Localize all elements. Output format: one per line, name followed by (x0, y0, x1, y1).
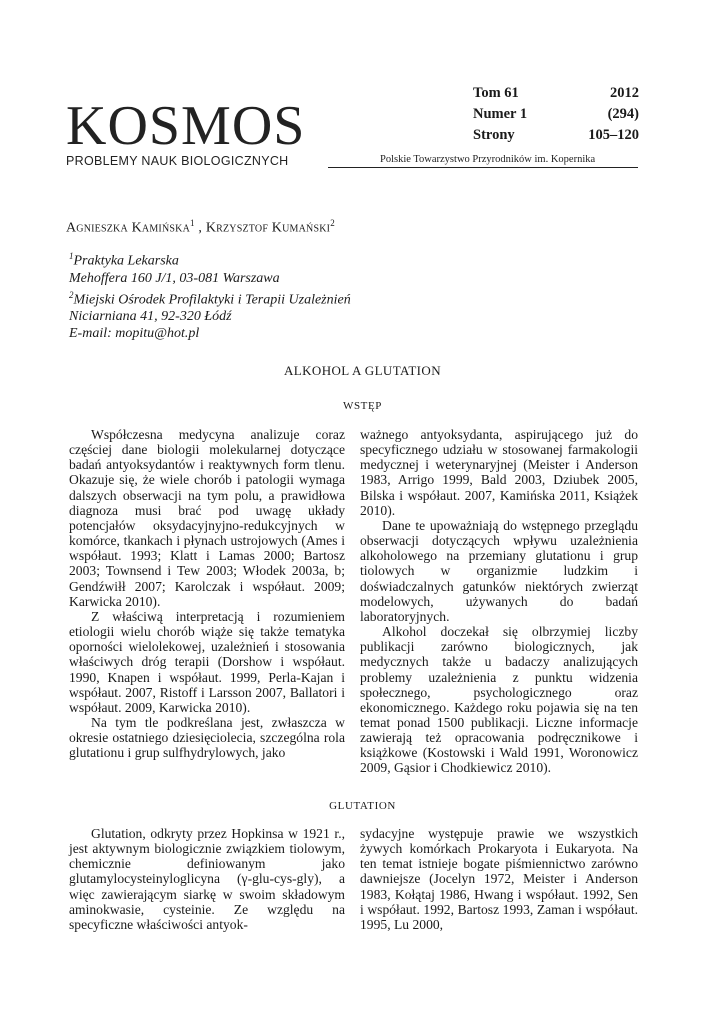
society-name: Polskie Towarzystwo Przyrodników im. Kopernika (380, 154, 596, 165)
paragraph: ważnego antyoksydanta, aspirującego już do specyficznego udziału w stosowanej farmakologii medycznej i weterynaryjnej (Meister i Anderson 1983, Arrigo 1999, Bald 2003, Dziubek 2005, Bilska i współaut. 2007, Kamińska 2011, Książek 2010). (360, 427, 638, 518)
meta-value: 2012 (610, 85, 639, 101)
paragraph: Alkohol doczekał się olbrzymiej liczby publikacji zarówno biologicznych, jak medycznych także u badaczy analizujących problemy uzależnienia z punktu widzenia społecznego, psychologicznego oraz ekonomicznego. Każdego roku pojawia się na ten temat ponad 1500 publikacji. Liczne informacje zawierają też opracowania podręcznikowe i książkowe (Kostowski i Wald 1991, Woronowicz 2009, Gąsior i Chodkiewicz 2010). (360, 624, 638, 776)
journal-logo: KOSMOS (66, 95, 306, 157)
meta-value: 105–120 (588, 127, 639, 143)
affiliation-line: Mehoffera 160 J/1, 03-081 Warszawa (69, 270, 280, 286)
author-1-sup: 1 (190, 218, 195, 228)
paragraph: Glutation, odkryty przez Hopkinsa w 1921 r., jest aktywnym biologicznie związkiem tiolowym, chemicznie definiowanym jako glutamylocysteinyloglicyna (γ-glu-cys-gly), a więc zawierającym siarkę w swoim składowym aminokwasie, cysteinie. Ze względu na specyficzne właściwości antyok- (69, 826, 345, 932)
affiliation-sup: 2 (69, 289, 74, 300)
meta-volume (473, 83, 639, 104)
author-1: Agnieszka Kamińska (66, 220, 190, 236)
meta-label: Numer 1 (473, 106, 528, 122)
affiliations (69, 248, 351, 342)
column-right-glutation (360, 826, 638, 932)
meta-value: (294) (607, 106, 639, 122)
meta-number (473, 104, 639, 125)
affiliation-line (69, 248, 351, 270)
affiliation-line (69, 287, 351, 309)
author-separator: , (194, 220, 206, 236)
meta-pages (473, 125, 639, 146)
affiliation-line: Niciarniana 41, 92-320 Łódź (69, 309, 232, 325)
paragraph: sydacyjne występuje prawie we wszystkich żywych komórkach Prokaryota i Eukaryota. Na ten temat istnieje bogate piśmiennictwo zarówno dawniejsze (Jocelyn 1972, Meister i Anderson 1983, Kołątaj 1986, Hwang i współaut. 1992, Sen i współaut. 1992, Bartosz 1993, Zaman i współaut. 1995, Lu 2000, (360, 826, 638, 932)
paragraph: Na tym tle podkreślana jest, zwłaszcza w okresie ostatniego dziesięciolecia, szczególna rola glutationu i grup sulfhydrylowych, jako (69, 714, 345, 761)
affiliation-text: Miejski Ośrodek Profilaktyki i Terapii Uzależnień (73, 292, 351, 308)
issue-meta (473, 83, 639, 146)
section-heading-glutation: GLUTATION (329, 800, 396, 812)
affiliation-sup: 1 (69, 251, 74, 261)
column-left-glutation (69, 826, 345, 932)
meta-label: Strony (473, 127, 515, 143)
author-line (66, 218, 335, 237)
section-heading-intro: WSTĘP (342, 400, 383, 412)
meta-label: Tom 61 (473, 85, 519, 101)
paragraph: Dane te upoważniają do wstępnego przeglądu obserwacji dotyczących wpływu uzależnienia alkoholowego na przemiany glutationu i grup tiolowych w organizmie ludzkim i doświadczalnych gatunków niektórych zwierząt modelowych, używanych do badań laboratoryjnych. (360, 517, 638, 624)
article-title: ALKOHOL A GLUTATION (283, 363, 441, 378)
author-2-sup: 2 (330, 218, 335, 228)
email-line: E-mail: mopitu@hot.pl (69, 326, 200, 342)
column-right-intro (360, 427, 638, 776)
paragraph: Z właściwą interpretacją i rozumieniem etiologii wielu chorób wiąże się także tematyka oporności wielolekowej, uzależnień i stosowania właściwych dróg terapii (Dorshow i współaut. 1990, Knapen i współaut. 1999, Perla-Kajan i współaut. 2007, Ristoff i Larsson 2007, Ballatori i współaut. 2009, Karwicka 2010). (69, 608, 345, 715)
affiliation-text: Praktyka Lekarska (73, 253, 179, 269)
paragraph: Współczesna medycyna analizuje coraz częściej dane biologii molekularnej dotyczące badań antyoksydantów i reaktywnych form tlenu. Okazuje się, że wiele chorób i patologii wymaga dalszych obserwacji na tym polu, a prawidłowa diagnoza musi brać pod uwagę układy potencjałów oksydacyjnyjno-redukcyjnych w komórce, tkankach i płynach ustrojowych (Ames i współaut. 1993; Klatt i Lamas 2000; Bartosz 2003; Townsend i Tew 2003; Włodek 2003a, b; Gendźwiłł 2007; Karolczak i współaut. 2009; Karwicka 2010). (69, 427, 345, 609)
column-left-intro (69, 427, 345, 760)
author-2: Krzysztof Kumański (205, 220, 331, 236)
journal-subtitle: PROBLEMY NAUK BIOLOGICZNYCH (66, 154, 289, 168)
